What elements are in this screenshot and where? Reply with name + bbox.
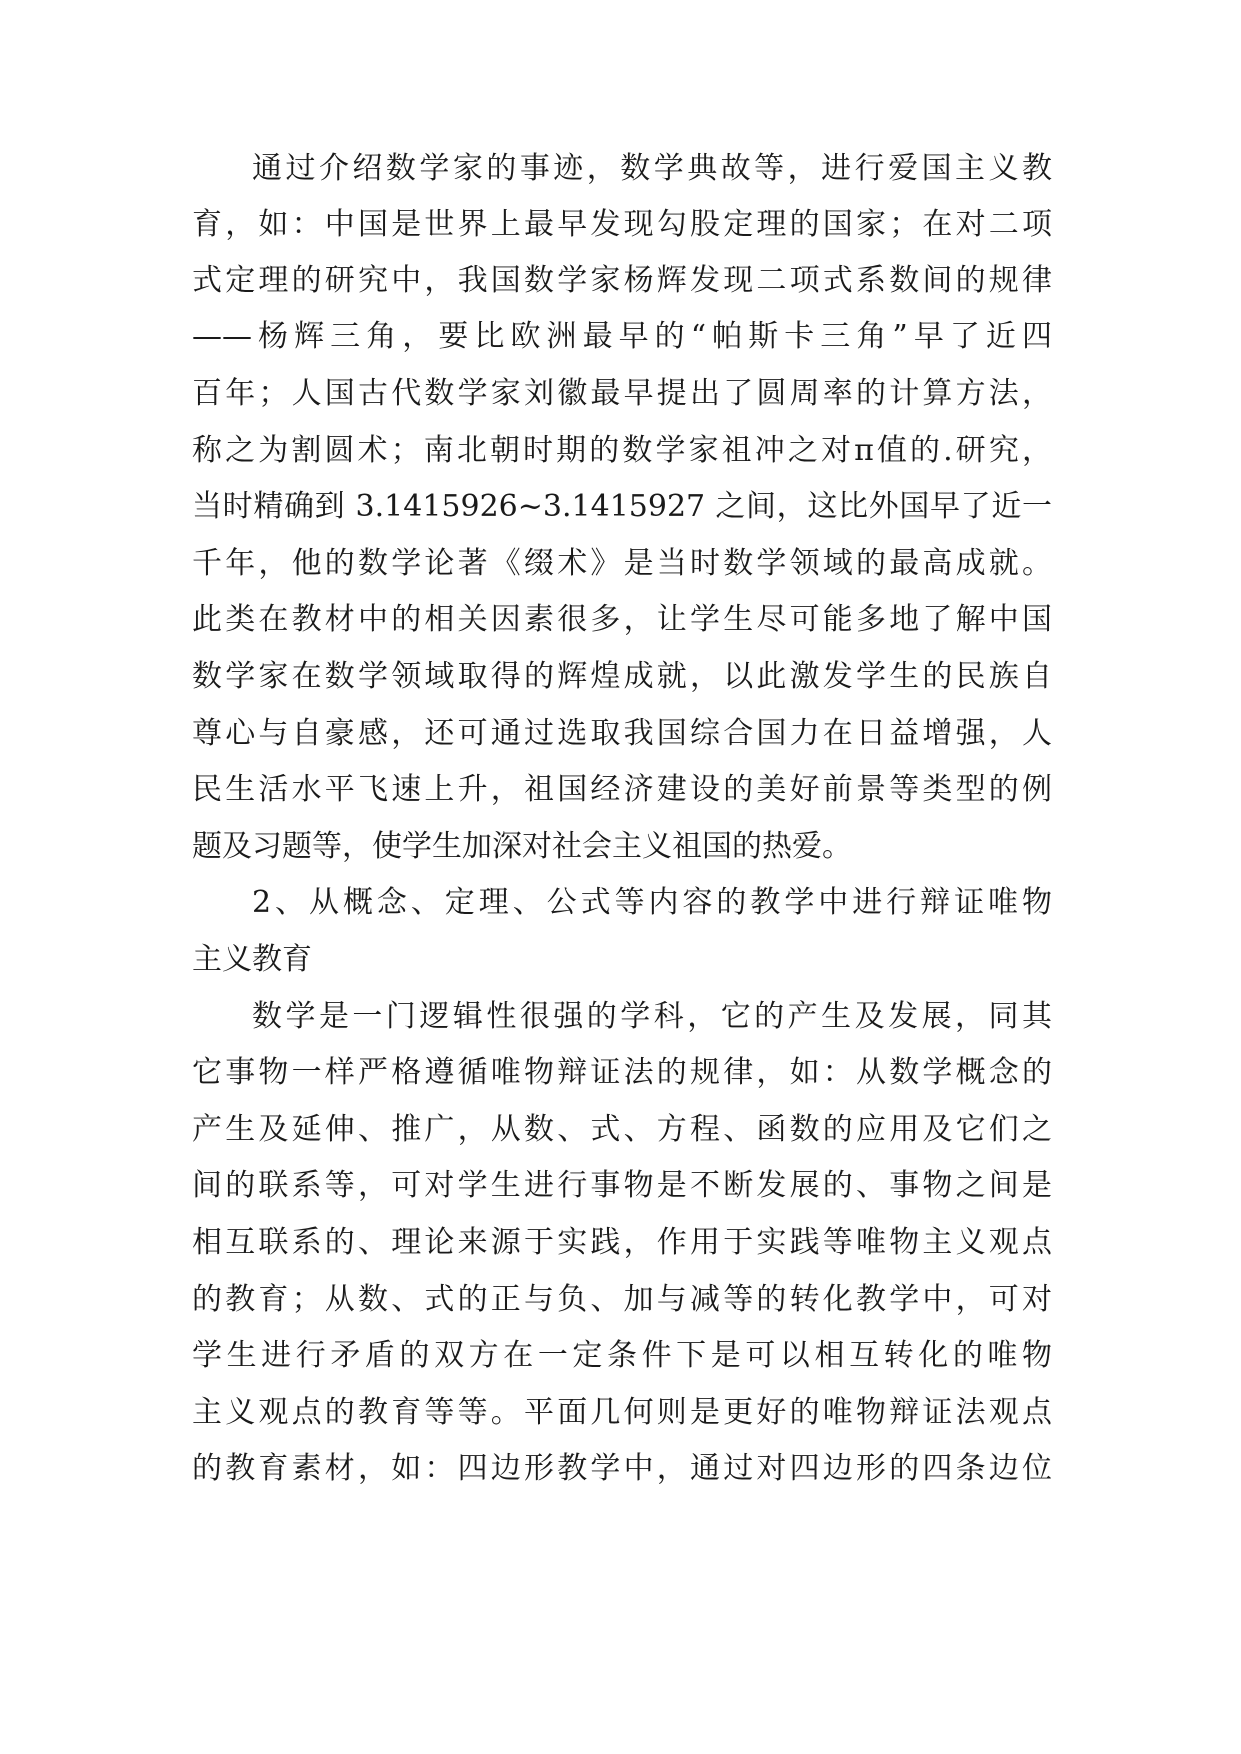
- paragraph-2-line-1: 数学是一门逻辑性很强的学科，它的产生及发展，同其: [252, 999, 1052, 1034]
- paragraph-2-line-5: 相互联系的、理论来源于实践，作用于实践等唯物主义观点: [192, 1225, 1052, 1260]
- paragraph-2-line-8: 主义观点的教育等等。平面几何则是更好的唯物辩证法观点: [192, 1395, 1052, 1430]
- paragraph-1-line-11: 尊心与自豪感，还可通过选取我国综合国力在日益增强，人: [192, 716, 1052, 751]
- paragraph-2-line-2: 它事物一样严格遵循唯物辩证法的规律，如：从数学概念的: [192, 1055, 1052, 1090]
- paragraph-1-line-12: 民生活水平飞速上升，祖国经济建设的美好前景等类型的例: [192, 772, 1052, 807]
- paragraph-2-line-3: 产生及延伸、推广，从数、式、方程、函数的应用及它们之: [192, 1112, 1052, 1147]
- paragraph-2-line-6: 的教育；从数、式的正与负、加与减等的转化教学中，可对: [192, 1282, 1052, 1317]
- paragraph-1-line-5: 百年；人国古代数学家刘徽最早提出了圆周率的计算方法，: [192, 376, 1052, 411]
- section-heading-line-2: 主义教育: [192, 942, 312, 977]
- paragraph-1-line-6: 称之为割圆术；南北朝时期的数学家祖冲之对π值的.研究，: [192, 433, 1052, 468]
- section-heading-line-1: 2、从概念、定理、公式等内容的教学中进行辩证唯物: [252, 885, 1052, 920]
- paragraph-1-line-7: 当时精确到 3.1415926~3.1415927 之间，这比外国早了近一: [192, 489, 1052, 524]
- paragraph-2-line-7: 学生进行矛盾的双方在一定条件下是可以相互转化的唯物: [192, 1338, 1052, 1373]
- paragraph-1-line-1: 通过介绍数学家的事迹，数学典故等，进行爱国主义教: [252, 151, 1052, 186]
- paragraph-1-line-4: ——杨辉三角，要比欧洲最早的“帕斯卡三角”早了近四: [192, 319, 1052, 354]
- paragraph-1-line-10: 数学家在数学领域取得的辉煌成就，以此激发学生的民族自: [192, 659, 1052, 694]
- paragraph-1-line-9: 此类在教材中的相关因素很多，让学生尽可能多地了解中国: [192, 602, 1052, 637]
- paragraph-1-line-13: 题及习题等，使学生加深对社会主义祖国的热爱。: [192, 829, 852, 864]
- paragraph-2-line-9: 的教育素材，如：四边形教学中，通过对四边形的四条边位: [192, 1451, 1052, 1486]
- paragraph-1-line-2: 育，如：中国是世界上最早发现勾股定理的国家；在对二项: [192, 207, 1052, 242]
- paragraph-2-line-4: 间的联系等，可对学生进行事物是不断发展的、事物之间是: [192, 1168, 1052, 1203]
- paragraph-1-line-3: 式定理的研究中，我国数学家杨辉发现二项式系数间的规律: [192, 263, 1052, 298]
- paragraph-1-line-8: 千年，他的数学论著《缀术》是当时数学领域的最高成就。: [192, 546, 1052, 581]
